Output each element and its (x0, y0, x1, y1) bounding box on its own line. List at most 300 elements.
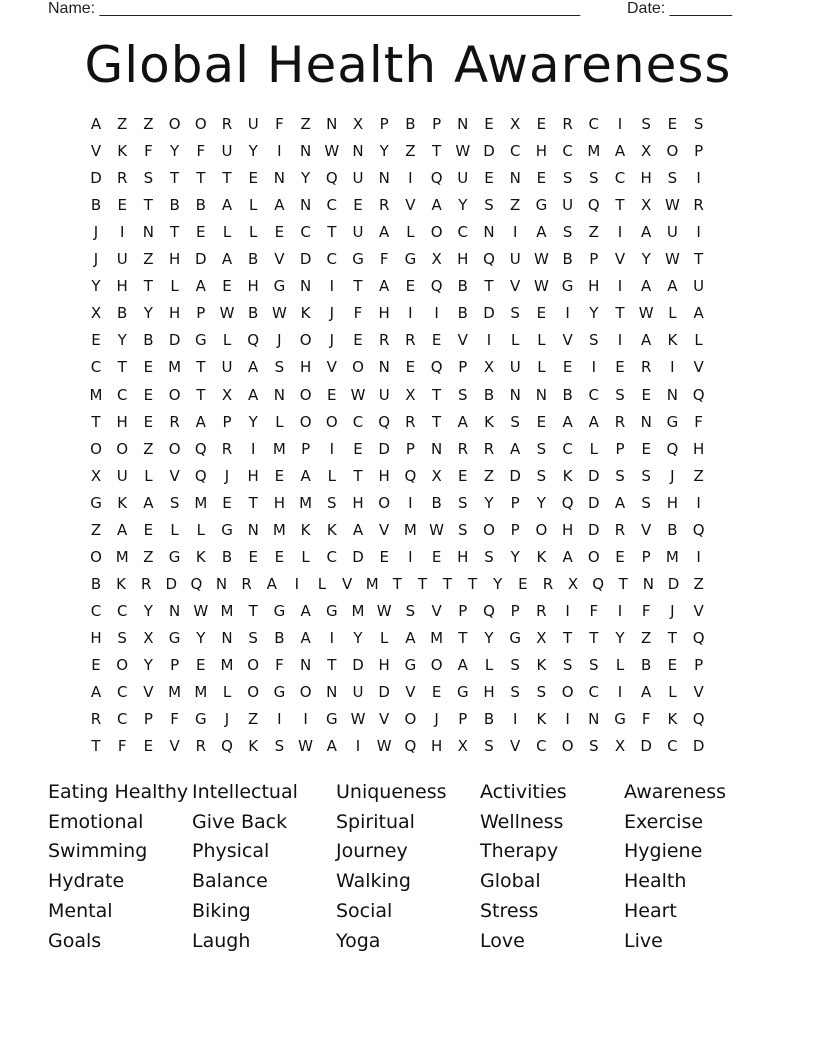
grid-letter[interactable]: T (417, 574, 427, 593)
name-field[interactable]: Name: ______________________________________________________ (48, 0, 581, 17)
grid-letter[interactable]: N (483, 223, 495, 242)
grid-letter[interactable]: O (116, 439, 129, 458)
grid-letter[interactable]: C (509, 142, 521, 161)
grid-letter[interactable]: I (696, 493, 701, 512)
grid-letter[interactable]: T (143, 196, 153, 215)
grid-letter[interactable]: L (222, 331, 232, 350)
grid-letter[interactable]: D (90, 169, 102, 188)
grid-letter[interactable]: O (430, 656, 443, 674)
grid-letter[interactable]: R (195, 737, 207, 756)
grid-letter[interactable]: S (589, 169, 599, 188)
grid-letter[interactable]: O (247, 656, 260, 674)
grid-letter[interactable]: T (432, 142, 442, 161)
grid-letter[interactable]: S (248, 628, 258, 647)
grid-letter[interactable]: S (589, 656, 599, 674)
grid-letter[interactable]: D (195, 250, 207, 269)
grid-letter[interactable]: N (352, 142, 364, 161)
grid-letter[interactable]: Y (589, 304, 599, 323)
grid-letter[interactable]: R (169, 412, 180, 431)
grid-letter[interactable]: N (299, 277, 312, 296)
grid-letter[interactable]: Z (143, 439, 154, 458)
grid-letter[interactable]: G (666, 412, 679, 431)
grid-letter[interactable]: X (641, 196, 652, 215)
grid-letter[interactable]: S (615, 466, 625, 485)
grid-letter[interactable]: C (588, 115, 600, 133)
grid-letter[interactable]: D (588, 520, 600, 539)
grid-letter[interactable]: G (535, 196, 548, 215)
grid-letter[interactable]: I (617, 223, 623, 242)
grid-letter[interactable]: A (379, 223, 390, 242)
grid-letter[interactable]: E (562, 358, 573, 377)
grid-letter[interactable]: E (222, 277, 232, 296)
grid-letter[interactable]: A (641, 223, 652, 242)
grid-letter[interactable]: E (641, 439, 651, 458)
grid-letter[interactable]: I (277, 142, 282, 161)
grid-letter[interactable]: V (143, 683, 154, 702)
grid-letter[interactable]: M (89, 385, 103, 404)
grid-letter[interactable]: D (588, 466, 600, 485)
grid-letter[interactable]: A (326, 737, 337, 756)
grid-letter[interactable]: U (666, 223, 678, 242)
grid-letter[interactable]: T (667, 628, 677, 647)
grid-letter[interactable]: T (170, 169, 180, 188)
grid-letter[interactable]: F (275, 656, 284, 674)
grid-letter[interactable]: F (694, 412, 703, 431)
grid-letter[interactable]: H (535, 142, 548, 161)
grid-letter[interactable]: K (667, 710, 678, 729)
grid-letter[interactable]: K (536, 710, 547, 729)
grid-letter[interactable]: T (196, 385, 206, 404)
grid-letter[interactable]: L (668, 683, 677, 702)
grid-letter[interactable]: L (275, 412, 284, 431)
grid-letter[interactable]: I (294, 574, 300, 593)
grid-letter[interactable]: I (696, 223, 701, 242)
grid-letter[interactable]: U (221, 142, 233, 161)
grid-letter[interactable]: A (352, 520, 364, 539)
grid-letter[interactable]: C (352, 412, 364, 431)
grid-letter[interactable]: I (408, 304, 413, 323)
grid-letter[interactable]: Q (194, 466, 207, 485)
grid-letter[interactable]: Q (430, 358, 443, 377)
grid-letter[interactable]: I (408, 493, 413, 512)
grid-letter[interactable]: L (327, 466, 336, 485)
grid-letter[interactable]: L (249, 223, 258, 242)
grid-letter[interactable]: S (484, 196, 494, 215)
grid-letter[interactable]: H (273, 493, 286, 512)
grid-letter[interactable]: I (277, 710, 282, 729)
grid-letter[interactable]: Y (143, 601, 153, 620)
grid-letter[interactable]: P (405, 439, 415, 458)
grid-letter[interactable]: R (614, 520, 626, 539)
grid-letter[interactable]: V (274, 250, 285, 269)
grid-letter[interactable]: I (408, 547, 413, 566)
grid-letter[interactable]: R (378, 196, 390, 215)
grid-letter[interactable]: N (273, 385, 285, 404)
grid-letter[interactable]: Z (143, 547, 154, 566)
grid-letter[interactable]: H (90, 628, 102, 647)
grid-letter[interactable]: T (327, 223, 337, 242)
grid-letter[interactable]: O (587, 547, 600, 566)
grid-letter[interactable]: S (536, 439, 547, 458)
grid-letter[interactable]: T (589, 628, 599, 647)
grid-letter[interactable]: G (90, 493, 102, 512)
grid-letter[interactable]: K (300, 520, 311, 539)
grid-letter[interactable]: E (117, 196, 127, 215)
grid-letter[interactable]: S (562, 656, 573, 674)
grid-letter[interactable]: I (434, 304, 439, 323)
grid-letter[interactable]: E (667, 115, 678, 133)
grid-letter[interactable]: Z (405, 142, 416, 161)
grid-letter[interactable]: N (221, 628, 233, 647)
grid-letter[interactable]: M (665, 547, 679, 566)
grid-letter[interactable]: K (195, 547, 206, 566)
grid-letter[interactable]: S (536, 683, 547, 702)
grid-letter[interactable]: U (116, 466, 128, 485)
grid-letter[interactable]: W (350, 385, 366, 404)
grid-letter[interactable]: P (301, 439, 311, 458)
grid-letter[interactable]: S (510, 683, 520, 702)
grid-letter[interactable]: V (90, 142, 102, 161)
grid-letter[interactable]: S (327, 493, 337, 512)
grid-letter[interactable]: V (326, 358, 337, 377)
grid-letter[interactable]: T (458, 628, 468, 647)
grid-letter[interactable]: L (537, 331, 546, 350)
grid-letter[interactable]: M (194, 493, 208, 512)
grid-letter[interactable]: E (353, 196, 363, 215)
grid-letter[interactable]: B (90, 574, 102, 593)
grid-letter[interactable]: N (640, 412, 652, 431)
grid-letter[interactable]: U (352, 169, 364, 188)
grid-letter[interactable]: R (116, 169, 128, 188)
grid-letter[interactable]: X (90, 466, 102, 485)
grid-letter[interactable]: O (116, 656, 129, 674)
grid-letter[interactable]: C (588, 385, 600, 404)
grid-letter[interactable]: T (618, 574, 628, 593)
grid-letter[interactable]: D (588, 493, 600, 512)
grid-letter[interactable]: I (696, 169, 701, 188)
grid-letter[interactable]: E (353, 331, 363, 350)
grid-letter[interactable]: C (588, 683, 600, 702)
grid-letter[interactable]: S (510, 412, 520, 431)
grid-letter[interactable]: O (430, 223, 443, 242)
grid-letter[interactable]: Q (194, 439, 207, 458)
grid-letter[interactable]: T (468, 574, 478, 593)
grid-letter[interactable]: V (341, 574, 353, 593)
grid-letter[interactable]: H (457, 250, 469, 269)
grid-letter[interactable]: S (117, 628, 127, 647)
grid-letter[interactable]: H (588, 277, 600, 296)
grid-letter[interactable]: H (483, 683, 495, 702)
grid-letter[interactable]: P (222, 412, 232, 431)
grid-letter[interactable]: E (458, 466, 468, 485)
grid-letter[interactable]: Z (693, 466, 704, 485)
grid-letter[interactable]: C (562, 142, 573, 161)
grid-letter[interactable]: N (299, 196, 312, 215)
grid-letter[interactable]: E (91, 331, 101, 350)
grid-letter[interactable]: Z (143, 115, 154, 133)
grid-letter[interactable]: Q (221, 737, 233, 756)
grid-letter[interactable]: E (143, 412, 154, 431)
grid-letter[interactable]: T (615, 304, 625, 323)
grid-letter[interactable]: D (483, 142, 495, 161)
grid-letter[interactable]: J (277, 331, 282, 350)
grid-letter[interactable]: G (352, 250, 364, 269)
grid-letter[interactable]: O (168, 115, 181, 133)
grid-letter[interactable]: V (379, 710, 390, 729)
grid-letter[interactable]: Q (587, 196, 600, 215)
grid-letter[interactable]: N (509, 385, 521, 404)
grid-letter[interactable]: T (484, 277, 494, 296)
grid-letter[interactable]: G (168, 628, 181, 647)
grid-letter[interactable]: S (641, 493, 651, 512)
grid-letter[interactable]: O (299, 412, 312, 431)
grid-letter[interactable]: H (168, 250, 181, 269)
grid-letter[interactable]: W (638, 304, 654, 323)
grid-letter[interactable]: T (353, 466, 363, 485)
grid-letter[interactable]: E (327, 385, 337, 404)
grid-letter[interactable]: B (457, 304, 468, 323)
grid-letter[interactable]: C (457, 223, 469, 242)
grid-letter[interactable]: M (194, 683, 208, 702)
grid-letter[interactable]: Y (536, 493, 546, 512)
grid-letter[interactable]: G (194, 710, 207, 729)
grid-letter[interactable]: N (588, 710, 600, 729)
grid-letter[interactable]: C (90, 601, 102, 620)
grid-letter[interactable]: T (248, 493, 258, 512)
grid-letter[interactable]: J (329, 331, 335, 350)
grid-letter[interactable]: K (117, 493, 128, 512)
grid-letter[interactable]: C (562, 439, 573, 458)
grid-letter[interactable]: E (248, 169, 258, 188)
grid-letter[interactable]: Q (430, 277, 443, 296)
grid-letter[interactable]: Z (510, 196, 521, 215)
grid-letter[interactable]: I (486, 331, 492, 350)
grid-letter[interactable]: N (215, 574, 228, 593)
grid-letter[interactable]: T (442, 574, 453, 593)
grid-letter[interactable]: A (614, 493, 626, 512)
grid-letter[interactable]: R (693, 196, 704, 215)
grid-letter[interactable]: L (380, 628, 389, 647)
grid-letter[interactable]: Z (90, 520, 102, 539)
grid-letter[interactable]: K (117, 142, 128, 161)
grid-letter[interactable]: V (693, 683, 704, 702)
grid-letter[interactable]: T (196, 169, 206, 188)
grid-letter[interactable]: V (379, 520, 390, 539)
grid-letter[interactable]: F (589, 601, 599, 620)
grid-letter[interactable]: N (168, 601, 181, 620)
grid-letter[interactable]: S (458, 385, 468, 404)
grid-letter[interactable]: S (641, 115, 651, 133)
grid-letter[interactable]: Q (483, 601, 495, 620)
grid-letter[interactable]: O (299, 385, 312, 404)
grid-letter[interactable]: S (562, 223, 573, 242)
grid-letter[interactable]: V (169, 466, 180, 485)
grid-letter[interactable]: T (615, 196, 625, 215)
grid-letter[interactable]: Z (588, 223, 599, 242)
grid-letter[interactable]: E (196, 656, 206, 674)
grid-letter[interactable]: P (379, 115, 389, 133)
grid-letter[interactable]: E (274, 223, 285, 242)
grid-letter[interactable]: P (170, 656, 180, 674)
grid-letter[interactable]: A (510, 439, 521, 458)
grid-letter[interactable]: C (614, 169, 626, 188)
grid-letter[interactable]: M (220, 656, 234, 674)
grid-letter[interactable]: E (353, 439, 363, 458)
grid-letter[interactable]: A (641, 683, 652, 702)
grid-letter[interactable]: S (562, 169, 573, 188)
grid-letter[interactable]: P (432, 115, 442, 133)
grid-letter[interactable]: N (273, 169, 285, 188)
grid-letter[interactable]: W (298, 737, 314, 756)
grid-letter[interactable]: I (696, 547, 701, 566)
grid-letter[interactable]: R (614, 412, 626, 431)
grid-letter[interactable]: Q (190, 574, 203, 593)
grid-letter[interactable]: T (170, 223, 180, 242)
grid-letter[interactable]: A (221, 196, 233, 215)
grid-letter[interactable]: W (376, 737, 392, 756)
grid-letter[interactable]: E (91, 656, 101, 674)
grid-letter[interactable]: I (512, 223, 518, 242)
grid-letter[interactable]: E (518, 574, 528, 593)
grid-letter[interactable]: C (536, 737, 547, 756)
grid-letter[interactable]: V (405, 196, 416, 215)
grid-letter[interactable]: G (404, 250, 417, 269)
grid-letter[interactable]: B (483, 385, 495, 404)
grid-letter[interactable]: J (224, 466, 230, 485)
grid-letter[interactable]: O (168, 385, 181, 404)
grid-letter[interactable]: A (274, 196, 285, 215)
grid-letter[interactable]: Q (430, 169, 443, 188)
grid-letter[interactable]: X (614, 737, 626, 756)
grid-letter[interactable]: M (365, 574, 379, 593)
grid-letter[interactable]: H (692, 439, 705, 458)
grid-letter[interactable]: R (140, 574, 152, 593)
grid-letter[interactable]: X (483, 358, 495, 377)
grid-letter[interactable]: A (641, 331, 652, 350)
grid-letter[interactable]: S (510, 304, 520, 323)
grid-letter[interactable]: G (168, 547, 181, 566)
grid-letter[interactable]: L (144, 466, 153, 485)
grid-letter[interactable]: N (666, 385, 678, 404)
grid-letter[interactable]: A (117, 520, 128, 539)
grid-letter[interactable]: P (196, 304, 206, 323)
grid-letter[interactable]: S (510, 656, 520, 674)
grid-letter[interactable]: U (693, 277, 705, 296)
grid-letter[interactable]: N (247, 520, 259, 539)
grid-letter[interactable]: C (90, 358, 102, 377)
grid-letter[interactable]: Y (196, 628, 206, 647)
grid-letter[interactable]: E (431, 547, 442, 566)
grid-letter[interactable]: W (429, 520, 445, 539)
grid-letter[interactable]: H (666, 493, 679, 512)
grid-letter[interactable]: Y (248, 412, 258, 431)
grid-letter[interactable]: M (351, 601, 365, 620)
grid-letter[interactable]: N (142, 223, 154, 242)
grid-letter[interactable]: I (119, 223, 125, 242)
grid-letter[interactable]: X (90, 304, 102, 323)
grid-letter[interactable]: W (664, 250, 680, 269)
grid-letter[interactable]: Q (666, 439, 679, 458)
grid-letter[interactable]: H (457, 547, 469, 566)
grid-letter[interactable]: G (325, 710, 338, 729)
grid-letter[interactable]: B (248, 304, 259, 323)
grid-letter[interactable]: O (535, 520, 548, 539)
grid-letter[interactable]: A (90, 683, 102, 702)
grid-letter[interactable]: P (694, 656, 704, 674)
grid-letter[interactable]: H (247, 466, 259, 485)
grid-letter[interactable]: T (392, 574, 402, 593)
grid-letter[interactable]: A (536, 223, 547, 242)
grid-letter[interactable]: S (693, 115, 704, 133)
grid-letter[interactable]: I (565, 601, 570, 620)
grid-letter[interactable]: V (693, 601, 704, 620)
grid-letter[interactable]: O (90, 547, 102, 566)
grid-letter[interactable]: E (274, 547, 285, 566)
grid-letter[interactable]: B (90, 196, 102, 215)
grid-letter[interactable]: E (405, 358, 416, 377)
grid-letter[interactable]: R (378, 331, 390, 350)
grid-letter[interactable]: P (589, 250, 599, 269)
grid-letter[interactable]: X (536, 628, 547, 647)
grid-letter[interactable]: S (667, 169, 678, 188)
grid-letter[interactable]: S (274, 358, 285, 377)
grid-letter[interactable]: A (221, 250, 233, 269)
grid-letter[interactable]: B (195, 196, 206, 215)
grid-letter[interactable]: E (431, 683, 442, 702)
grid-letter[interactable]: G (561, 277, 574, 296)
grid-letter[interactable]: Y (248, 142, 258, 161)
grid-letter[interactable]: N (535, 385, 547, 404)
grid-letter[interactable]: S (458, 520, 468, 539)
grid-letter[interactable]: E (431, 331, 442, 350)
grid-letter[interactable]: U (509, 250, 521, 269)
grid-letter[interactable]: K (562, 466, 573, 485)
grid-letter[interactable]: T (91, 737, 101, 756)
grid-letter[interactable]: T (694, 250, 704, 269)
grid-letter[interactable]: Z (483, 466, 495, 485)
grid-letter[interactable]: T (222, 169, 232, 188)
grid-letter[interactable]: H (430, 737, 443, 756)
grid-letter[interactable]: W (664, 196, 680, 215)
grid-letter[interactable]: T (117, 358, 127, 377)
grid-letter[interactable]: I (329, 628, 335, 647)
grid-letter[interactable]: U (378, 385, 390, 404)
grid-letter[interactable]: H (378, 466, 390, 485)
grid-letter[interactable]: Z (248, 710, 259, 729)
grid-letter[interactable]: F (353, 304, 363, 323)
grid-letter[interactable]: U (457, 169, 469, 188)
grid-letter[interactable]: R (221, 439, 233, 458)
grid-letter[interactable]: Y (493, 574, 503, 593)
grid-letter[interactable]: E (143, 737, 154, 756)
grid-letter[interactable]: U (221, 358, 233, 377)
grid-letter[interactable]: T (196, 358, 206, 377)
grid-letter[interactable]: K (300, 304, 311, 323)
grid-letter[interactable]: J (93, 223, 99, 242)
grid-letter[interactable]: A (562, 412, 573, 431)
grid-letter[interactable]: C (326, 196, 338, 215)
grid-letter[interactable]: P (510, 520, 520, 539)
grid-letter[interactable]: H (352, 493, 364, 512)
grid-letter[interactable]: J (670, 601, 675, 620)
grid-letter[interactable]: D (692, 737, 705, 756)
grid-letter[interactable]: D (667, 574, 680, 593)
grid-letter[interactable]: W (324, 142, 340, 161)
grid-letter[interactable]: Q (692, 628, 705, 647)
grid-letter[interactable]: L (406, 223, 415, 242)
grid-letter[interactable]: B (405, 115, 416, 133)
grid-letter[interactable]: X (567, 574, 579, 593)
